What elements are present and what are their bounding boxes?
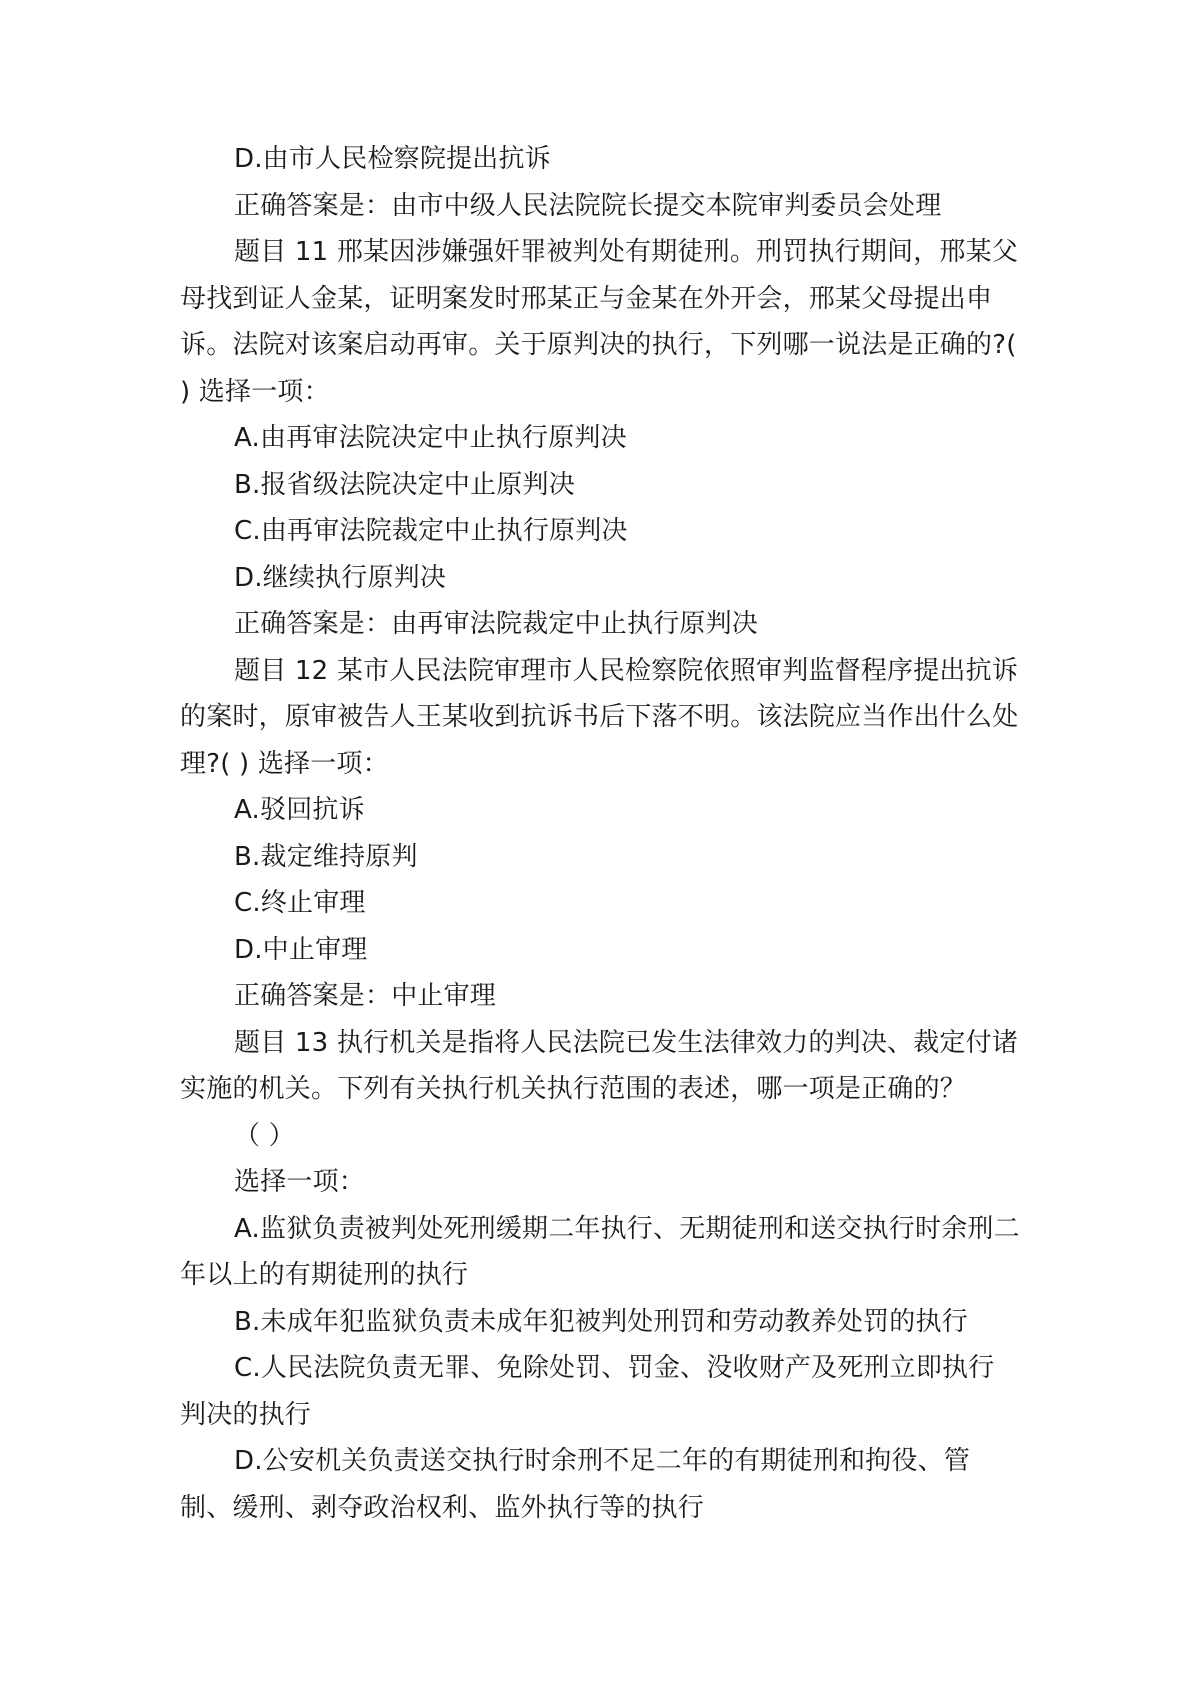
option-a-q12: A.驳回抗诉: [234, 795, 365, 825]
select-one-label: 选择一项：: [234, 1167, 366, 1197]
question-13: 题目 13 执行机关是指将人民法院已发生法律效力的判决、裁定付诸实施的机关。下列有关执行机关执行范围的表述，哪一项是正确的？: [180, 1027, 1019, 1104]
question-13-blank: （ ）: [234, 1120, 295, 1151]
option-d-q10: D.由市人民检察院提出抗诉: [234, 144, 551, 174]
option-d-q11: D.继续执行原判决: [234, 562, 447, 593]
question-12: 题目 12 某市人民法院审理市人民检察院依照审判监督程序提出抗诉的案时，原审被告人王某收到抗诉书后下落不明。该法院应当作出什么处理?( ) 选择一项：: [180, 655, 1019, 779]
option-b-q13: B.未成年犯监狱负责未成年犯被判处刑罚和劳动教养处罚的执行: [234, 1306, 968, 1337]
option-c-q13: C.人民法院负责无罪、免除处罚、罚金、没收财产及死刑立即执行判决的执行: [180, 1353, 995, 1430]
option-a-q11: A.由再审法院决定中止执行原判决: [234, 423, 627, 453]
option-c-q11: C.由再审法院裁定中止执行原判决: [234, 516, 628, 546]
answer-q11: 正确答案是：由再审法院裁定中止执行原判决: [234, 609, 759, 639]
document-page: [180, 136, 1020, 1531]
option-c-q12: C.终止审理: [234, 888, 366, 918]
option-d-q12: D.中止审理: [234, 934, 368, 965]
question-11: 题目 11 邢某因涉嫌强奸罪被判处有期徒刑。刑罚执行期间，邢某父母找到证人金某，证明案发时邢某正与金某在外开会，邢某父母提出申诉。法院对该案启动再审。关于原判决的执行，下列哪一说法是正确的?( ) 选择一项：: [180, 237, 1019, 407]
option-a-q13: A.监狱负责被判处死刑缓期二年执行、无期徒刑和送交执行时余刑二年以上的有期徒刑的执行: [180, 1213, 1020, 1290]
answer-q12: 正确答案是：中止审理: [234, 981, 497, 1011]
option-b-q12: B.裁定维持原判: [234, 841, 418, 872]
option-d-q13: D.公安机关负责送交执行时余刑不足二年的有期徒刑和拘役、管制、缓刑、剥夺政治权利、监外执行等的执行: [180, 1446, 971, 1523]
answer-q10: 正确答案是：由市中级人民法院院长提交本院审判委员会处理: [234, 190, 942, 221]
option-b-q11: B.报省级法院决定中止原判决: [234, 469, 575, 500]
